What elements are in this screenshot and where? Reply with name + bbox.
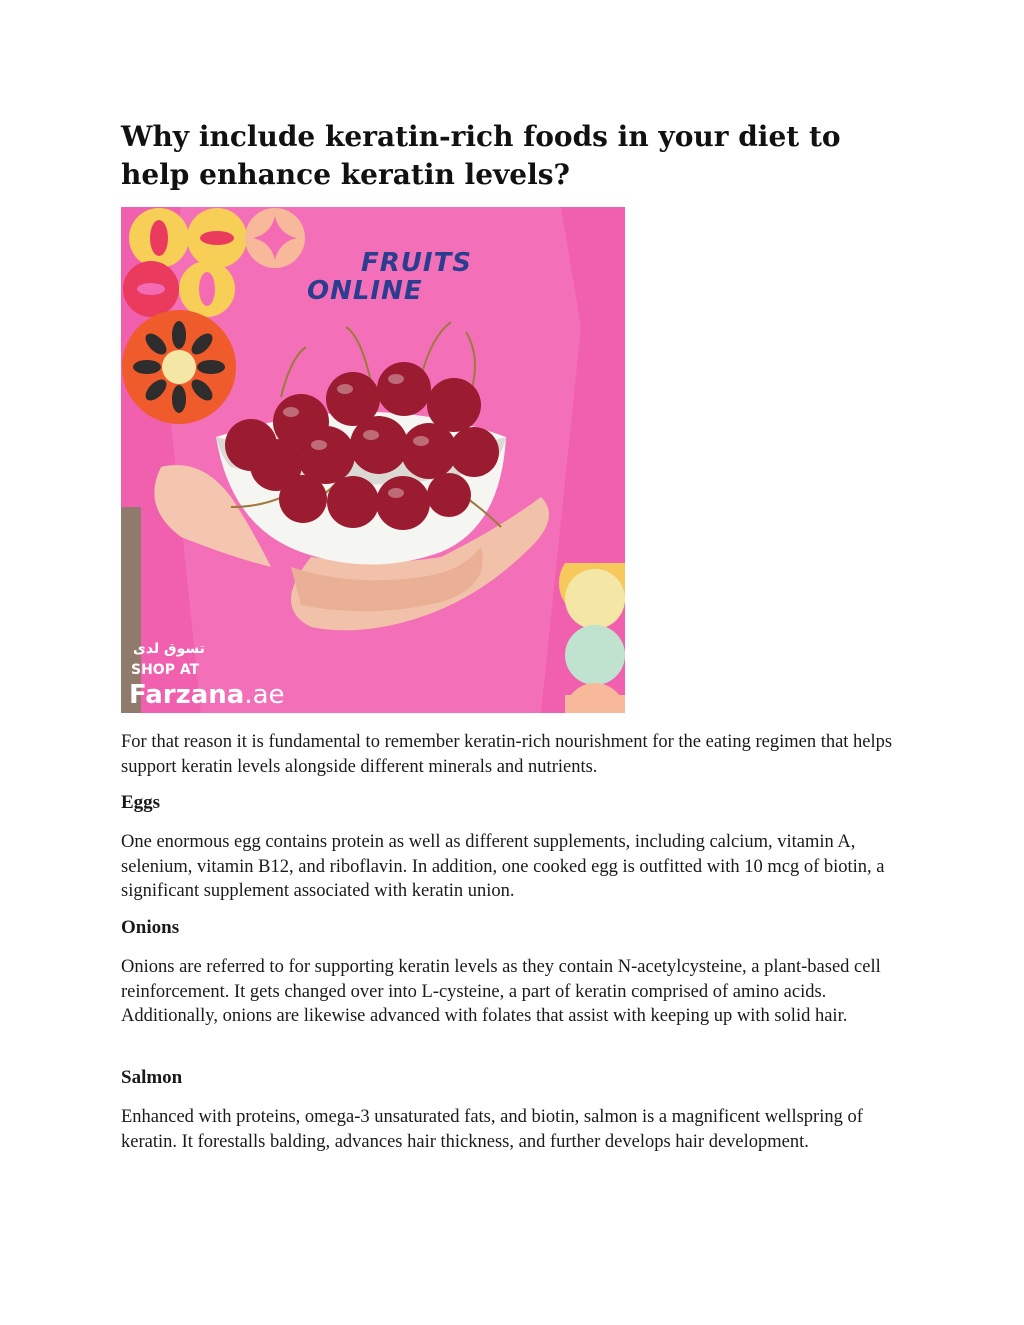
section-heading-onions: Onions: [121, 917, 180, 938]
article-intro: For that reason it is fundamental to remember keratin-rich nourishment for the eating regimen that helps support keratin levels alongside different minerals and nutrients.: [121, 732, 893, 777]
hero-image: [121, 207, 625, 713]
promo-headline-line2: ONLINE: [307, 276, 423, 306]
article-title: Why include keratin-rich foods in your diet to help enhance keratin levels?: [121, 120, 841, 191]
shop-at-label: SHOP AT: [131, 662, 200, 678]
arabic-shop-tag: تسوق لدى: [133, 641, 205, 657]
promo-headline-line1: FRUITS: [361, 248, 473, 278]
brand-logo: Farzana: [129, 680, 245, 710]
section-heading-eggs: Eggs: [121, 792, 161, 813]
svg-text:Farzana.ae: [129, 680, 285, 710]
section-body-eggs: One enormous egg contains protein as well as different supplements, including calcium, vitamin A, selenium, vitamin B12, and riboflavin. In addition, one cooked egg is outfitted with 10 mcg of biotin, a significant supplement associated with keratin union.: [121, 832, 885, 901]
section-body-onions: Onions are referred to for supporting keratin levels as they contain N-acetylcysteine, a plant-based cell reinforcement. It gets changed over into L-cysteine, a part of keratin comprised of amino acids. Additionally, onions are likewise advanced with folates that assist with keeping up with solid hair.: [121, 957, 881, 1026]
brand-logo-tld: .ae: [244, 680, 285, 710]
section-heading-salmon: Salmon: [121, 1067, 183, 1088]
section-body-salmon: Enhanced with proteins, omega-3 unsaturated fats, and biotin, salmon is a magnificent wellspring of keratin. It forestalls balding, advances hair thickness, and further develops hair development.: [121, 1107, 863, 1152]
cherries-promo-illustration: [121, 207, 625, 713]
